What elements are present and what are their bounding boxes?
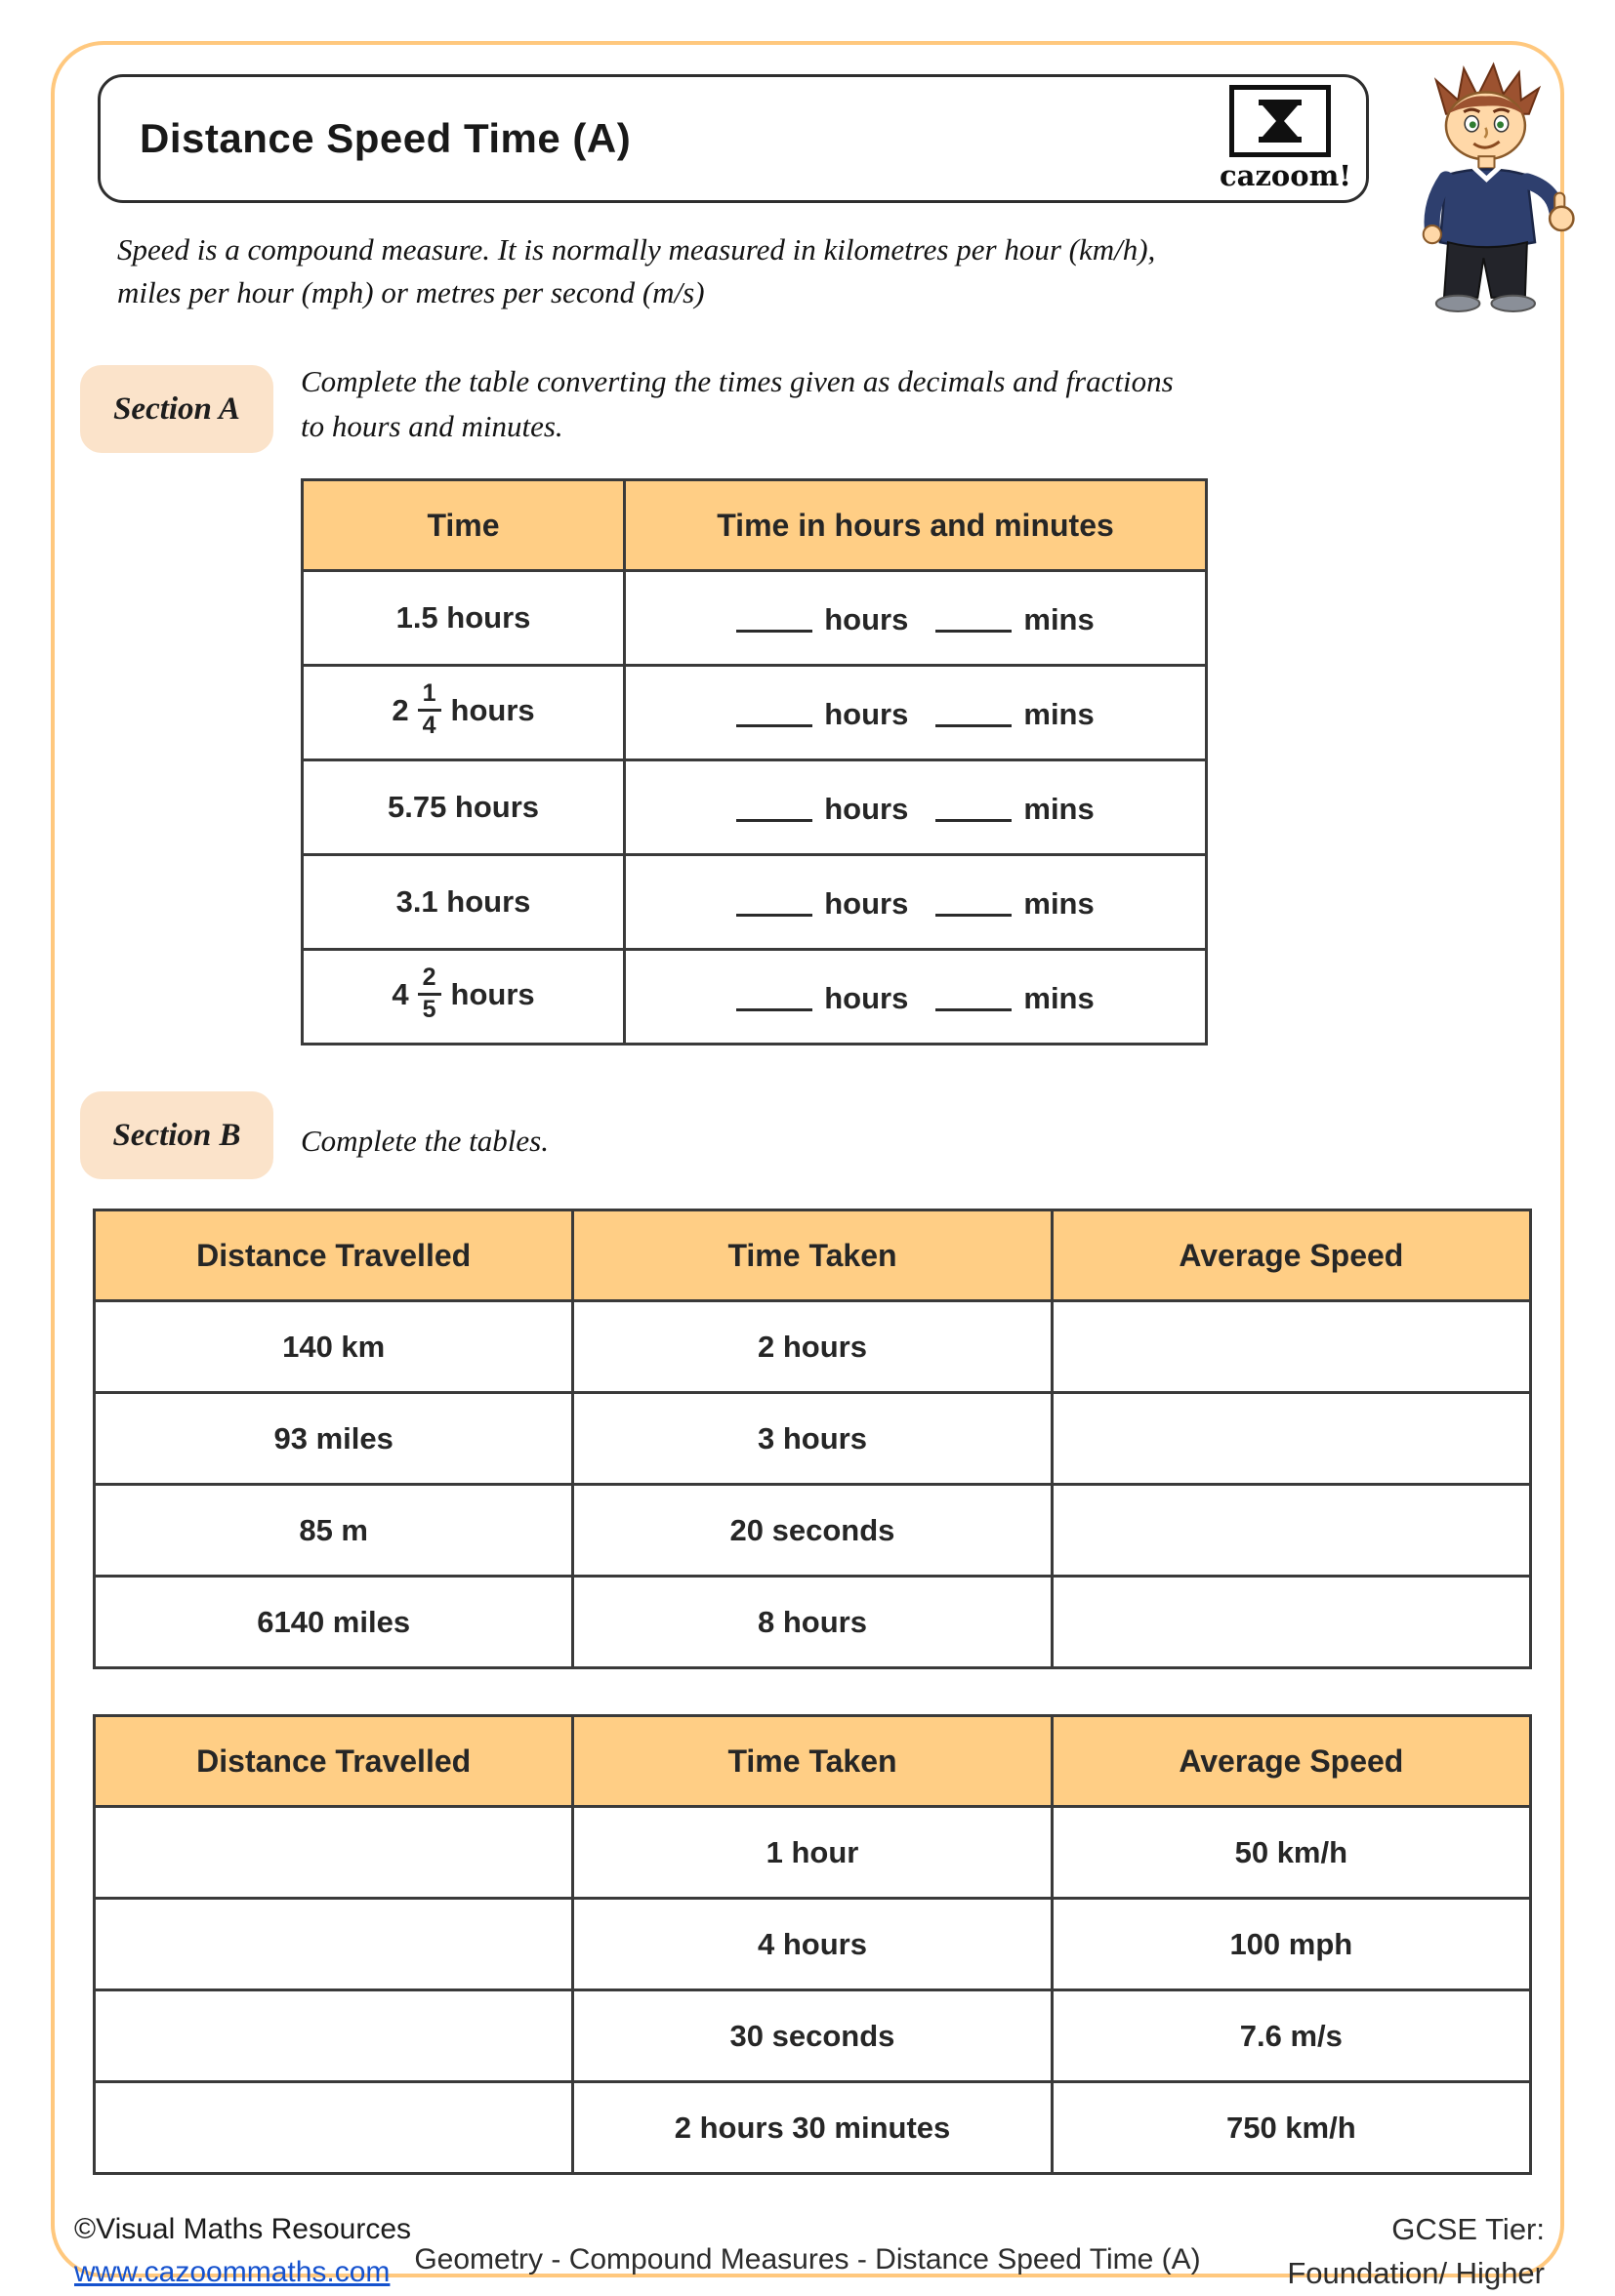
copyright-text: ©Visual Maths Resources: [74, 2213, 412, 2245]
answer-cell[interactable]: [95, 2082, 573, 2174]
header-row: [95, 1716, 1531, 1807]
hours-label: hours: [824, 885, 909, 921]
distance-cell: 6140 miles: [95, 1577, 573, 1668]
time-taken-cell: 2 hours: [573, 1301, 1052, 1393]
answer-cell[interactable]: [625, 666, 1207, 760]
column-header-distance: Distance Travelled: [95, 1210, 573, 1301]
answer-blank-hours[interactable]: [736, 886, 812, 917]
whole-number: 2: [392, 693, 409, 728]
hours-label: hours: [824, 791, 909, 826]
table-row: [303, 950, 1207, 1045]
intro-line-2: miles per hour (mph) or metres per second (m/s): [117, 275, 705, 310]
section-a-label: Section A: [113, 390, 240, 427]
table-row: [95, 1577, 1531, 1668]
mins-label: mins: [1023, 601, 1095, 636]
time-taken-cell: 20 seconds: [573, 1485, 1052, 1577]
header-row: [95, 1210, 1531, 1301]
mins-label: mins: [1023, 791, 1095, 826]
whole-number: 4: [392, 977, 409, 1012]
hours-suffix: hours: [450, 693, 535, 728]
denominator: 5: [418, 993, 441, 1024]
answer-blank-hours[interactable]: [736, 981, 812, 1011]
header-row: [303, 480, 1207, 571]
time-taken-cell: 3 hours: [573, 1393, 1052, 1485]
answer-cell[interactable]: [1052, 1301, 1530, 1393]
answer-cell[interactable]: [1052, 1393, 1530, 1485]
column-header-distance: Distance Travelled: [95, 1716, 573, 1807]
gcse-tier-label: GCSE Tier:: [1391, 2212, 1545, 2246]
hourglass-icon: [1229, 85, 1331, 157]
answer-cell[interactable]: [1052, 1577, 1530, 1668]
answer-blank-hours[interactable]: [736, 697, 812, 727]
table-row: [303, 855, 1207, 950]
speed-cell: 100 mph: [1052, 1899, 1530, 1990]
answer-cell[interactable]: [625, 760, 1207, 855]
footer-right: [1287, 2208, 1545, 2296]
mins-label: mins: [1023, 980, 1095, 1015]
column-header-average-speed: Average Speed: [1052, 1210, 1530, 1301]
hours-suffix: hours: [450, 977, 535, 1012]
hours-label: hours: [824, 696, 909, 731]
table-row: [95, 1990, 1531, 2082]
denominator: 4: [418, 709, 441, 740]
section-b-badge: [80, 1091, 273, 1179]
intro-text: [117, 228, 1155, 314]
fraction: [418, 964, 441, 1023]
section-a-table: [301, 478, 1208, 1046]
table-row: [95, 1393, 1531, 1485]
distance-cell: 93 miles: [95, 1393, 573, 1485]
column-header-time-taken: Time Taken: [573, 1210, 1052, 1301]
fraction: [418, 680, 441, 739]
speed-cell: 7.6 m/s: [1052, 1990, 1530, 2082]
column-header-hours-minutes: Time in hours and minutes: [625, 480, 1207, 571]
speed-cell: 50 km/h: [1052, 1807, 1530, 1899]
answer-cell[interactable]: [625, 855, 1207, 950]
page-title: Distance Speed Time (A): [140, 115, 632, 161]
time-value: 3.1 hours: [303, 855, 625, 950]
column-header-time-taken: Time Taken: [573, 1716, 1052, 1807]
column-header-average-speed: Average Speed: [1052, 1716, 1530, 1807]
table-row: [95, 2082, 1531, 2174]
answer-blank-mins[interactable]: [935, 602, 1012, 633]
answer-blank-hours[interactable]: [736, 602, 812, 633]
numerator: 2: [422, 964, 436, 991]
table-row: [95, 1301, 1531, 1393]
website-link[interactable]: www.cazoommaths.com: [74, 2255, 391, 2288]
table-row: [95, 1899, 1531, 1990]
answer-cell[interactable]: [95, 1899, 573, 1990]
section-b-table-2: [93, 1714, 1532, 2175]
table-row: [303, 760, 1207, 855]
cartoon-boy-illustration: [1387, 53, 1599, 314]
time-taken-cell: 2 hours 30 minutes: [573, 2082, 1052, 2174]
answer-blank-mins[interactable]: [935, 697, 1012, 727]
speed-cell: 750 km/h: [1052, 2082, 1530, 2174]
footer-center-text: Geometry - Compound Measures - Distance Speed Time (A): [414, 2243, 1201, 2276]
section-a-instruction-line-2: to hours and minutes.: [301, 408, 563, 443]
header: [98, 74, 1369, 203]
section-a-badge: [80, 365, 273, 453]
gcse-tier-value: Foundation/ Higher: [1287, 2255, 1545, 2290]
intro-line-1: Speed is a compound measure. It is normally measured in kilometres per hour (km/h),: [117, 232, 1156, 266]
answer-cell[interactable]: [95, 1990, 573, 2082]
mins-label: mins: [1023, 885, 1095, 921]
section-b-table-1: [93, 1209, 1532, 1669]
time-taken-cell: 4 hours: [573, 1899, 1052, 1990]
distance-cell: 85 m: [95, 1485, 573, 1577]
answer-cell[interactable]: [95, 1807, 573, 1899]
section-b-instruction: Complete the tables.: [301, 1124, 549, 1158]
time-value-fraction: [303, 950, 625, 1045]
time-value: 5.75 hours: [303, 760, 625, 855]
answer-cell[interactable]: [1052, 1485, 1530, 1577]
time-value-fraction: [303, 666, 625, 760]
table-row: [303, 666, 1207, 760]
time-taken-cell: 30 seconds: [573, 1990, 1052, 2082]
hours-label: hours: [824, 601, 909, 636]
time-value: 1.5 hours: [303, 571, 625, 666]
section-a-instruction: [301, 359, 1174, 448]
numerator: 1: [422, 679, 436, 707]
column-header-time: Time: [303, 480, 625, 571]
table-row: [95, 1485, 1531, 1577]
table-row: [95, 1807, 1531, 1899]
hours-label: hours: [824, 980, 909, 1015]
answer-cell[interactable]: [625, 950, 1207, 1045]
answer-cell[interactable]: [625, 571, 1207, 666]
table-row: [303, 571, 1207, 666]
answer-blank-mins[interactable]: [935, 886, 1012, 917]
distance-cell: 140 km: [95, 1301, 573, 1393]
section-a-instruction-line-1: Complete the table converting the times given as decimals and fractions: [301, 364, 1174, 398]
mins-label: mins: [1023, 696, 1095, 731]
time-taken-cell: 1 hour: [573, 1807, 1052, 1899]
answer-blank-mins[interactable]: [935, 792, 1012, 822]
logo-text: cazoom!: [1220, 159, 1352, 192]
answer-blank-hours[interactable]: [736, 792, 812, 822]
cazoom-logo: [1220, 85, 1352, 192]
time-taken-cell: 8 hours: [573, 1577, 1052, 1668]
answer-blank-mins[interactable]: [935, 981, 1012, 1011]
section-b-label: Section B: [112, 1117, 241, 1153]
